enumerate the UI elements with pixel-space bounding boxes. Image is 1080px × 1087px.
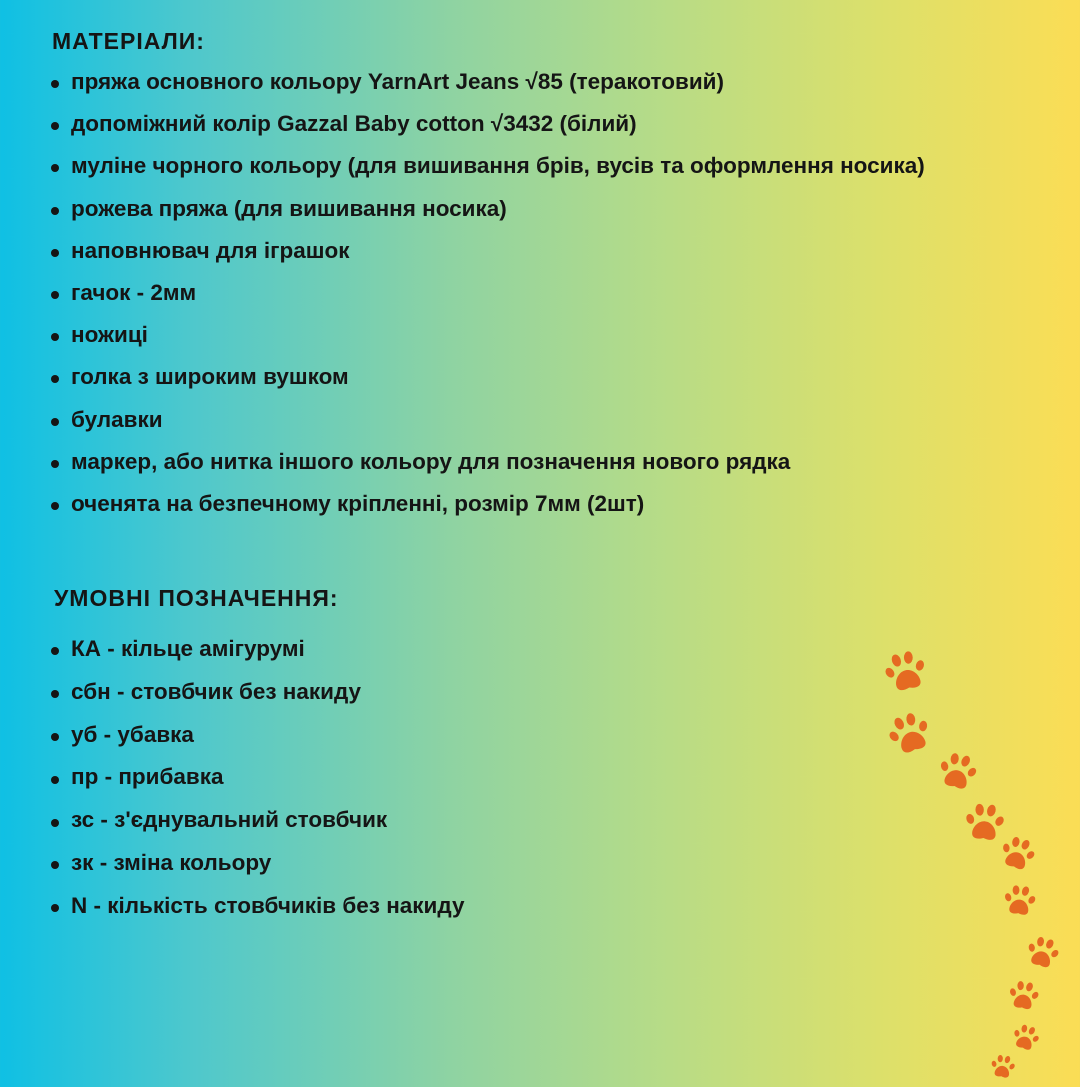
- paw-print-icon: [1001, 882, 1039, 920]
- paw-print-icon: [1008, 1020, 1043, 1055]
- paw-print-icon: [880, 646, 932, 698]
- list-item: оченята на безпечному кріпленні, розмір 7мм (2шт): [51, 485, 925, 527]
- list-item: пр - прибавка: [51, 758, 464, 801]
- legend-list: [51, 630, 464, 930]
- list-item: пряжа основного кольору YarnArt Jeans √85 (теракотовий): [51, 63, 925, 105]
- paw-print-icon: [988, 1052, 1018, 1082]
- list-item: маркер, або нитка іншого кольору для позначення нового рядка: [51, 443, 925, 485]
- legend-title: УМОВНІ ПОЗНАЧЕННЯ:: [54, 585, 339, 611]
- list-item: уб - убавка: [51, 716, 464, 759]
- list-item: булавки: [51, 401, 925, 443]
- list-item: допоміжний колір Gazzal Baby cotton √3432 (білий): [51, 105, 925, 147]
- materials-list: [51, 63, 925, 527]
- materials-title: МАТЕРІАЛИ:: [52, 28, 205, 54]
- list-item: сбн - стовбчик без накиду: [51, 673, 464, 716]
- list-item: рожева пряжа (для вишивання носика): [51, 190, 925, 232]
- paw-print-icon: [882, 706, 937, 761]
- list-item: ножиці: [51, 316, 925, 358]
- list-item: КА - кільце амігурумі: [51, 630, 464, 673]
- paw-print-icon: [1005, 977, 1042, 1014]
- list-item: наповнювач для іграшок: [51, 232, 925, 274]
- paw-print-icon: [934, 748, 982, 796]
- paw-print-icon: [1022, 932, 1064, 974]
- list-item: N - кількість стовбчиків без накиду: [51, 887, 464, 930]
- list-item: зс - з'єднувальний стовбчик: [51, 801, 464, 844]
- list-item: голка з широким вушком: [51, 358, 925, 400]
- paw-print-icon: [962, 800, 1008, 846]
- list-item: муліне чорного кольору (для вишивання брів, вусів та оформлення носика): [51, 147, 925, 189]
- list-item: зк - зміна кольору: [51, 844, 464, 887]
- list-item: гачок - 2мм: [51, 274, 925, 316]
